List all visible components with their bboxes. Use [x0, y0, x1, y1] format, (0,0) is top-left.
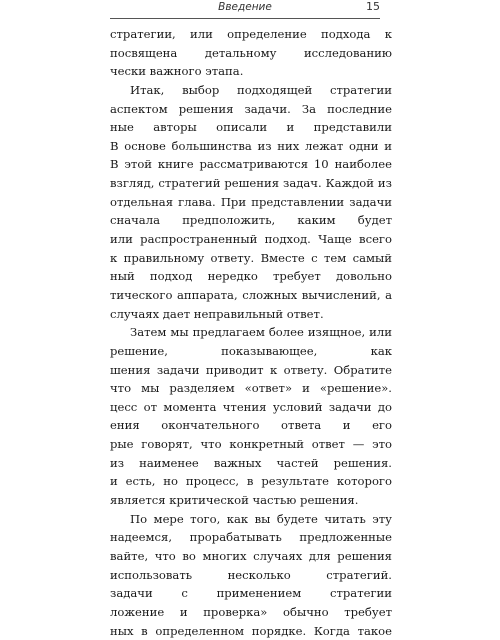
body-text — [110, 25, 392, 640]
text-line: По мере того, как вы будете читать эту — [110, 510, 392, 529]
text-line: стратегии, или определение подхода к — [110, 25, 392, 44]
text-line: В этой книге рассматриваются 10 наиболее — [110, 155, 392, 174]
running-header — [110, 0, 380, 19]
text-line: сначала предположить, каким будет — [110, 211, 392, 230]
text-line: ения окончательного ответа и его — [110, 416, 392, 435]
text-line: аспектом решения задачи. За последние — [110, 100, 392, 119]
text-line: решение, показывающее, как — [110, 342, 392, 361]
text-line: шения задачи приводит к ответу. Обратите — [110, 361, 392, 380]
paragraph — [110, 323, 392, 509]
text-line: вайте, что во многих случаях для решения — [110, 547, 392, 566]
text-line: надеемся, прорабатывать предложенные — [110, 528, 392, 547]
text-line: Затем мы предлагаем более изящное, или — [110, 323, 392, 342]
text-line: цесс от момента чтения условий задачи до — [110, 398, 392, 417]
text-line: чески важного этапа. — [110, 62, 392, 81]
text-line: В основе большинства из них лежат одни и — [110, 137, 392, 156]
text-line: ный подход нередко требует довольно — [110, 267, 392, 286]
page-number: 15 — [366, 0, 380, 13]
text-line: или распространенный подход. Чаще всего — [110, 230, 392, 249]
text-line: из наименее важных частей решения. — [110, 454, 392, 473]
text-line: посвящена детальному исследованию — [110, 44, 392, 63]
text-line: случаях дает неправильный ответ. — [110, 305, 392, 324]
text-line: отдельная глава. При представлении задачи — [110, 193, 392, 212]
text-line: рые говорят, что конкретный ответ — это — [110, 435, 392, 454]
text-line: что мы разделяем «ответ» и «решение». — [110, 379, 392, 398]
text-line: и есть, но процесс, в результате которого — [110, 472, 392, 491]
text-line: использовать несколько стратегий. — [110, 566, 392, 585]
paragraph — [110, 25, 392, 81]
text-line: взгляд, стратегий решения задач. Каждой из — [110, 174, 392, 193]
paragraph — [110, 81, 392, 323]
text-line: ных в определенном порядке. Когда такое — [110, 622, 392, 640]
text-line: является критической частью решения. — [110, 491, 392, 510]
text-line: ложение и проверка» обычно требует — [110, 603, 392, 622]
text-line: ные авторы описали и представили — [110, 118, 392, 137]
paragraph — [110, 510, 392, 640]
text-line: задачи с применением стратегии — [110, 584, 392, 603]
text-line: Итак, выбор подходящей стратегии — [110, 81, 392, 100]
text-line: к правильному ответу. Вместе с тем самый — [110, 249, 392, 268]
text-line: тического аппарата, сложных вычислений, а — [110, 286, 392, 305]
running-title: Введение — [110, 1, 380, 13]
